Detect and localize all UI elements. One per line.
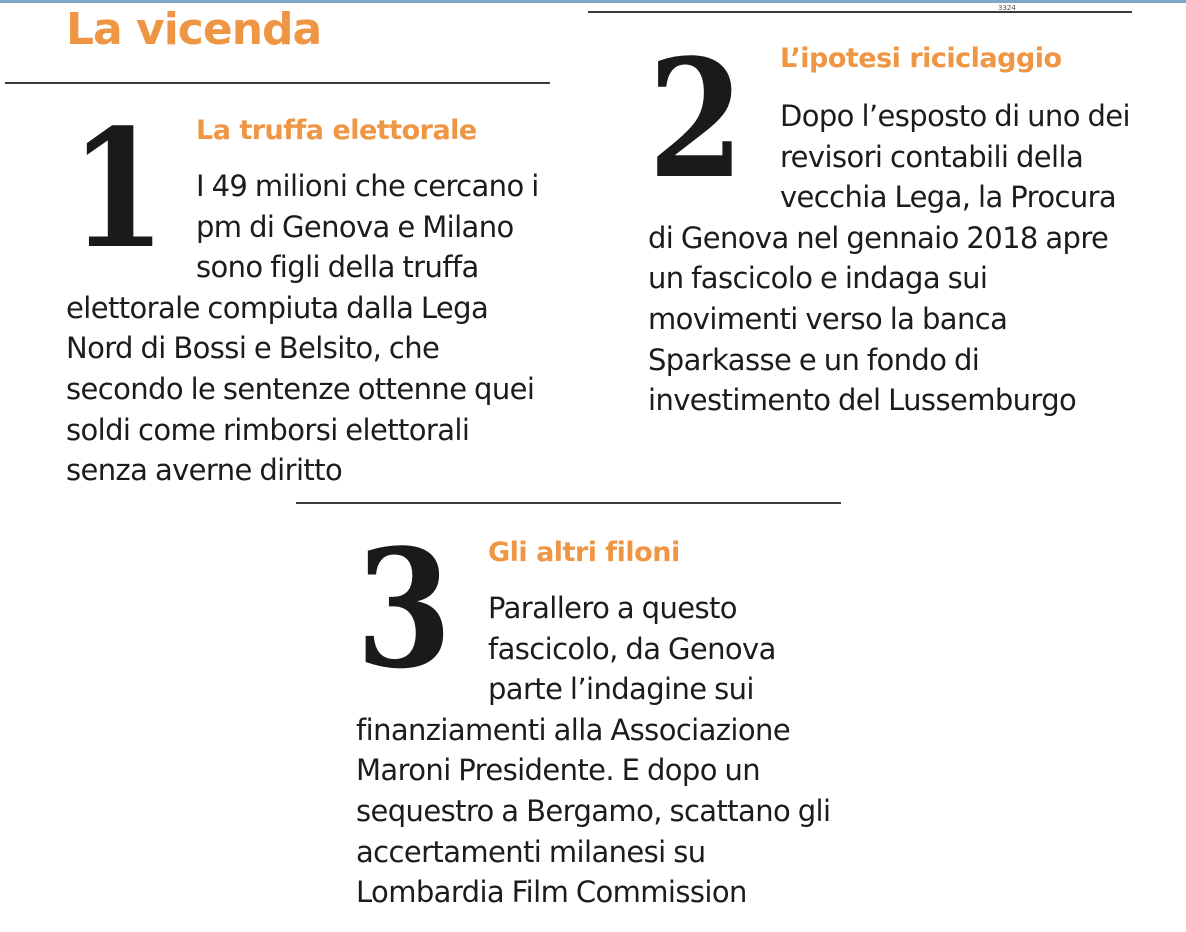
item-1 <box>66 92 556 491</box>
divider-item-3 <box>296 502 841 504</box>
section-title: La vicenda <box>66 4 322 55</box>
item-title: L’ipotesi riciclaggio <box>780 43 1062 74</box>
item-title: Gli altri filoni <box>488 537 680 568</box>
item-number: 3 <box>356 512 453 705</box>
divider-item-1 <box>5 82 550 84</box>
item-body: I 49 milioni che cercano i pm di Genova e Milano sono figli della truffa elettorale compiuta dalla Lega Nord di Bossi e Belsito, che secondo le sentenze ottenne quei soldi come rimborsi elettorali senza averne diritto <box>66 169 539 488</box>
item-body: Dopo l’esposto di uno dei revisori contabili della vecchia Lega, la Procura di Genova nel gennaio 2018 apre un fascicolo e indaga sui movimenti verso la banca Sparkasse e un fondo di investimento del Lussemburgo <box>648 99 1130 418</box>
item-3 <box>356 512 846 913</box>
top-divider <box>588 11 1132 13</box>
item-title: La truffa elettorale <box>196 115 477 146</box>
item-2 <box>648 22 1138 421</box>
item-number: 1 <box>70 92 167 285</box>
item-number: 2 <box>648 22 745 215</box>
page-number: 3324 <box>998 4 1016 12</box>
item-body: Parallero a questo fascicolo, da Genova parte l’indagine sui finanziamenti alla Associazione Maroni Presidente. E dopo un sequestro a Bergamo, scattano gli accertamenti milanesi su Lombardia Film Commission <box>356 591 831 910</box>
